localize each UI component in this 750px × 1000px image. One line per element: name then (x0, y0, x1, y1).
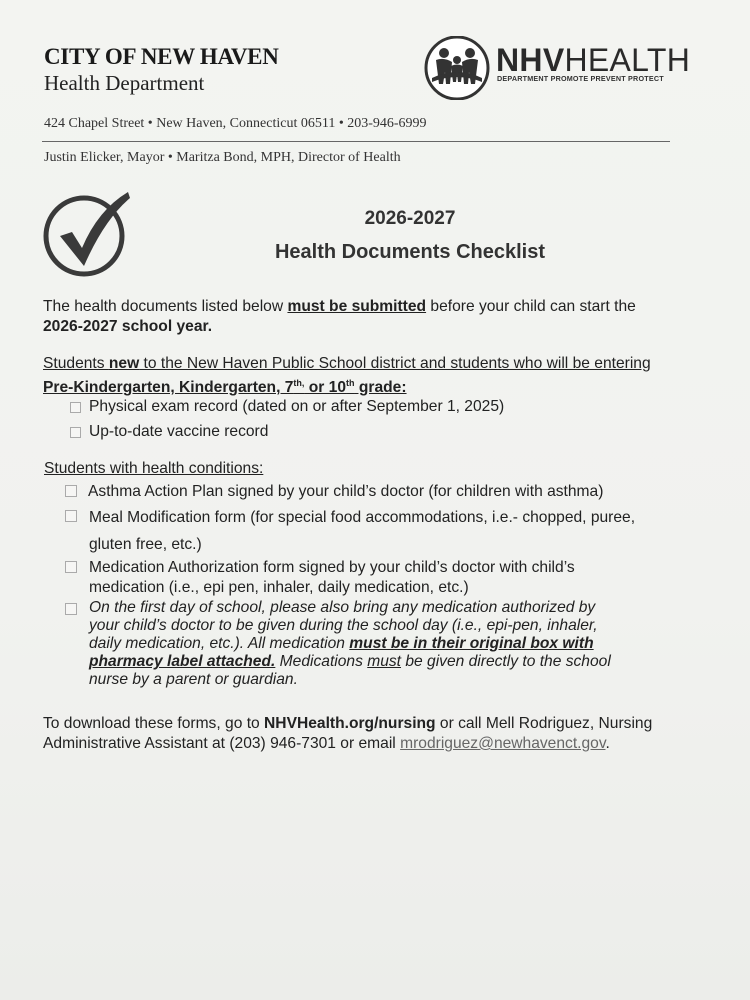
city-name: CITY OF NEW HAVEN (44, 44, 279, 69)
header-divider (42, 141, 670, 142)
list-item-bring-medication-l4: pharmacy label attached. Medications must be given directly to the school (89, 653, 611, 670)
list-item-physical-exam: Physical exam record (dated on or after September 1, 2025) (89, 398, 505, 415)
list-item-medication-authorization-l1: Medication Authorization form signed by your child’s doctor with child’s (89, 559, 575, 576)
footer-line-1: To download these forms, go to NHVHealth.org/nursing or call Mell Rodriguez, Nursing (43, 715, 653, 732)
list-item-bring-medication-l1: On the first day of school, please also bring any medication authorized by (89, 599, 596, 616)
health-conditions-heading: Students with health conditions: (44, 460, 264, 477)
checkbox-medication-authorization[interactable] (65, 561, 77, 573)
checkbox-bring-medication[interactable] (65, 603, 77, 615)
list-item-medication-authorization-l2: medication (i.e., epi pen, inhaler, daily medication, etc.) (89, 579, 469, 596)
address-line: 424 Chapel Street • New Haven, Connecticut 06511 • 203-946-6999 (44, 116, 427, 131)
intro-line-1: The health documents listed below must be submitted before your child can start the (43, 298, 636, 315)
department-name: Health Department (44, 71, 205, 95)
family-emblem-icon (424, 36, 490, 100)
list-item-bring-medication-l3: daily medication, etc.). All medication must be in their original box with (89, 635, 594, 652)
footer-line-2: Administrative Assistant at (203) 946-7301 or email mrodriguez@newhavenct.gov. (43, 735, 610, 752)
officials-line: Justin Elicker, Mayor • Maritza Bond, MPH, Director of Health (44, 150, 401, 165)
nhv-health-logo (424, 36, 691, 100)
list-item-asthma-plan: Asthma Action Plan signed by your child’s doctor (for children with asthma) (88, 483, 604, 500)
nursing-link[interactable]: NHVHealth.org/nursing (264, 715, 436, 732)
list-item-vaccine-record: Up-to-date vaccine record (89, 423, 269, 440)
checkbox-asthma-plan[interactable] (65, 485, 77, 497)
email-link[interactable]: mrodriguez@newhavenct.gov (400, 735, 606, 752)
list-item-bring-medication-l5: nurse by a parent or guardian. (89, 671, 298, 688)
list-item-meal-modification-l2: gluten free, etc.) (89, 536, 202, 553)
logo-tagline: DEPARTMENT PROMOTE PREVENT PROTECT (497, 74, 664, 83)
school-year-heading: 2026-2027 (364, 208, 456, 229)
list-item-meal-modification-l1: Meal Modification form (for special food accommodations, i.e.- chopped, puree, (89, 509, 636, 526)
checkbox-physical-exam[interactable] (70, 402, 81, 413)
page-title: Health Documents Checklist (274, 241, 546, 263)
intro-line-2: 2026-2027 school year. (43, 318, 213, 335)
new-students-heading-line-2: Pre-Kindergarten, Kindergarten, $7^{th,}$ or 10th grade: (43, 378, 407, 397)
checkbox-meal-modification[interactable] (65, 510, 77, 522)
checkbox-vaccine-record[interactable] (70, 427, 81, 438)
checkmark-icon (42, 188, 134, 278)
logo-wordmark: NHVHEALTH (496, 42, 691, 78)
new-students-heading-line-1: Students new to the New Haven Public School district and students who will be entering (43, 355, 651, 372)
list-item-bring-medication-l2: your child’s doctor to be given during the school day (i.e., epi-pen, inhaler, (89, 617, 598, 634)
